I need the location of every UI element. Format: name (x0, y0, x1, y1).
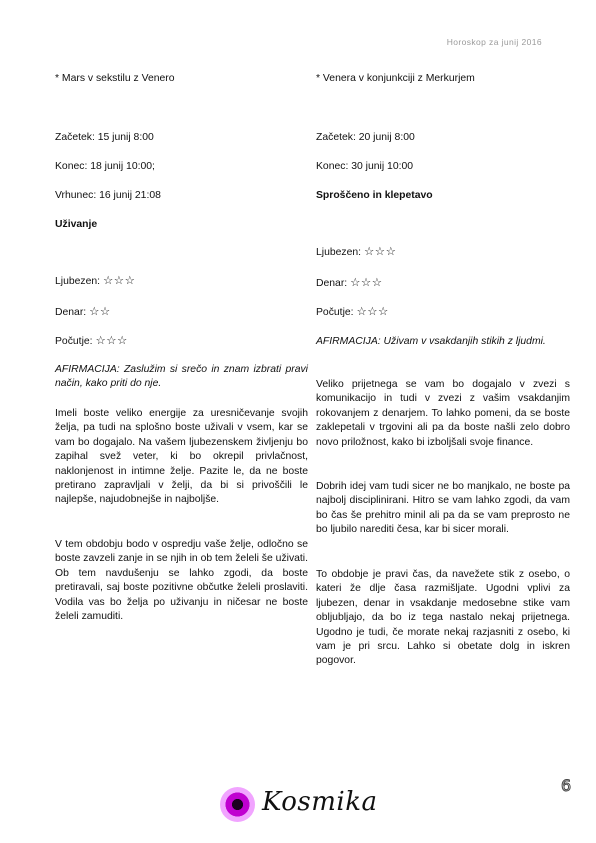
love-stars-icon: ☆☆☆ (363, 246, 397, 258)
love-label: Ljubezen: (316, 247, 362, 258)
love-label: Ljubezen: (55, 276, 101, 287)
right-paragraph-2: Dobrih idej vam tudi sicer ne bo manjkalo, ne boste pa najbolj disciplinirani. Hitro se vam lahko zgodi, da vam bo čas še prehitro minil ali pa da se vam preprosto ne bo ljubilo narediti česa, kar bi sicer morali. (316, 481, 570, 536)
left-paragraph-1: Imeli boste veliko energije za uresničevanje svojih želja, pa tudi na splošno boste uživali v vsem, kar se vam bo dogajalo. Na vašem ljubezenskem življenju bo zapihal svež veter, ki bo okrepil privlačnost, naklonjenost in intimne želje. Pazite le, da ne boste pretirano zapravljali v želji, da bi si privoščili le najlepše, najudobnejše in najboljše. (55, 408, 308, 506)
left-peak: Vrhunec: 16 junij 21:08 (55, 190, 161, 201)
left-end: Konec: 18 junij 10:00; (55, 161, 155, 172)
left-affirmation: AFIRMACIJA: Zaslužim si srečo in znam izbrati pravi način, kako priti do nje. (55, 364, 308, 390)
right-paragraph-3: To obdobje je pravi čas, da navežete stik z osebo, o kateri že dlje časa razmišljate. Ugodni vplivi za ljubezen, denar in vsakdanje medosebne stike vam obljubljajo, da bo iz tega nastalo nekaj prijetnega. Ugodno je tudi, če morate nekaj razjasniti z osebo, ki vam je pri srcu. Lahko si obetate dolg in iskren pogovor. (316, 569, 570, 667)
left-paragraph-2: V tem obdobju bodo v ospredju vaše želje, odločno se boste zavzeli zanje in se njih in ob tem želeli še uživati. Ob tem navdušenju se lahko zgodi, da boste pretiravali, saj boste pozitivne občutke želeli proslaviti. Vodila vas bo želja po uživanju in ničesar ne boste želeli zamuditi. (55, 539, 308, 623)
feeling-stars-icon: ☆☆☆ (95, 335, 128, 347)
left-start: Začetek: 15 junij 8:00 (55, 132, 154, 143)
logo-text: Kosmika (262, 787, 378, 817)
right-theme: Sproščeno in klepetavo (316, 190, 433, 201)
right-paragraph-1: Veliko prijetnega se vam bo dogajalo v zvezi s komunikacijo in tudi v zvezi z vašim vsakdanjim rokovanjem z denarjem. To lahko pomeni, da se boste zaklepetali v trgovini ali pa da boste našli zelo dobro novo priložnost, kako bi izboljšali svoje finance. (316, 379, 570, 448)
logo-eye-icon (220, 787, 255, 822)
left-money (55, 305, 111, 320)
feeling-label: Počutje: (55, 336, 93, 347)
right-affirmation: AFIRMACIJA: Uživam v vsakdanjih stikih z ljudmi. (316, 336, 546, 347)
page-number: 6 (561, 776, 572, 795)
money-stars-icon: ☆☆ (89, 306, 111, 318)
right-feeling (316, 305, 389, 320)
money-label: Denar: (316, 278, 348, 289)
love-stars-icon: ☆☆☆ (102, 275, 136, 287)
left-theme: Uživanje (55, 219, 98, 230)
feeling-label: Počutje: (316, 307, 354, 318)
left-feeling (55, 334, 128, 349)
right-end: Konec: 30 junij 10:00 (316, 161, 414, 172)
page-header: Horoskop za junij 2016 (446, 37, 542, 47)
right-money (316, 276, 383, 291)
left-love (55, 274, 135, 289)
right-love (316, 245, 396, 260)
kosmika-logo (220, 785, 380, 823)
left-title: * Mars v sekstilu z Venero (55, 73, 175, 84)
money-stars-icon: ☆☆☆ (350, 277, 383, 289)
right-start: Začetek: 20 junij 8:00 (316, 132, 415, 143)
money-label: Denar: (55, 307, 87, 318)
feeling-stars-icon: ☆☆☆ (356, 306, 389, 318)
right-title: * Venera v konjunkciji z Merkurjem (316, 73, 475, 84)
